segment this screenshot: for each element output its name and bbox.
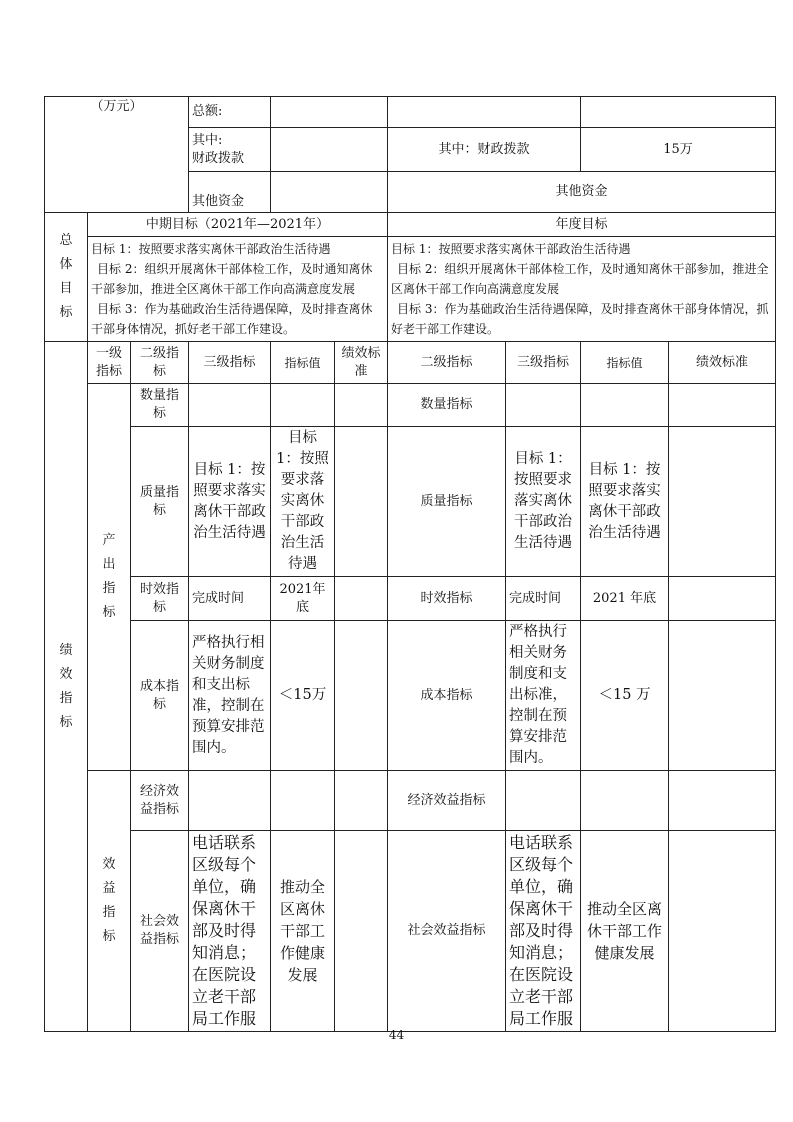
header-r-standard: 绩效标准 xyxy=(669,342,776,384)
funds-unit-label: （万元） xyxy=(45,97,189,213)
social-l3: 电话联系区级每个单位，确保离休干部及时得知消息；在医院设立老干部局工作服 xyxy=(189,831,271,1032)
timeliness-standard xyxy=(335,577,388,621)
annual-goal-3: 目标 3：作为基础政治生活待遇保障，及时排查离休干部身体情况，抓好老干部工作建设。 xyxy=(391,302,769,336)
annual-goal-2: 目标 2：组织开展离休干部体检工作，及时通知离休干部参加，推进全区离休干部工作向高满意度发展 xyxy=(391,262,769,296)
timeliness-r-l3: 完成时间 xyxy=(506,577,581,621)
total-value-cell-2 xyxy=(388,97,581,128)
cost-l3: 严格执行相关财务制度和支出标准，控制在预算安排范围内。 xyxy=(189,621,271,771)
timeliness-l3: 完成时间 xyxy=(189,577,271,621)
quantity-standard xyxy=(335,384,388,427)
economic-standard xyxy=(335,771,388,831)
social-r-l2: 社会效益指标 xyxy=(388,831,506,1032)
quality-r-value: 目标 1：按照要求落实离休干部政治生活待遇 xyxy=(581,427,669,577)
header-level1: 一级指标 xyxy=(88,342,131,384)
social-l2: 社会效益指标 xyxy=(131,831,189,1032)
other-funds-right: 其他资金 xyxy=(388,172,776,213)
header-level2: 二级指标 xyxy=(131,342,189,384)
timeliness-l2: 时效指标 xyxy=(131,577,189,621)
fiscal-value: 15万 xyxy=(581,128,776,172)
social-r-value: 推动全区离休干部工作健康发展 xyxy=(581,831,669,1032)
quantity-l3 xyxy=(189,384,271,427)
timeliness-r-value: 2021 年底 xyxy=(581,577,669,621)
quality-l3: 目标 1：按照要求落实离休干部政治生活待遇 xyxy=(189,427,271,577)
quality-r-l3: 目标 1：按照要求落实离休干部政治生活待遇 xyxy=(506,427,581,577)
fiscal-value-cell xyxy=(271,128,388,172)
mid-goal-3: 目标 3：作为基础政治生活待遇保障，及时排查离休干部身体情况，抓好老干部工作建设。 xyxy=(91,302,373,336)
mid-goal-2: 目标 2：组织开展离休干部体检工作，及时通知离休干部参加，推进全区离休干部工作向高满意度发展 xyxy=(91,262,373,296)
annual-goals-header: 年度目标 xyxy=(388,213,776,237)
of-which-fiscal-label: 其中: 财政拨款 xyxy=(189,128,271,172)
economic-value xyxy=(271,771,335,831)
quantity-r-standard xyxy=(669,384,776,427)
cost-standard xyxy=(335,621,388,771)
annual-goals xyxy=(388,237,776,342)
header-level3: 三级指标 xyxy=(189,342,271,384)
overall-goals-label: 总 体 目 标 xyxy=(45,213,88,342)
output-indicators-label: 产 出 指 标 xyxy=(88,384,131,771)
cost-r-standard xyxy=(669,621,776,771)
performance-indicators-label: 绩 效 指 标 xyxy=(45,342,88,1032)
social-value: 推动全区离休干部工作健康发展 xyxy=(271,831,335,1032)
quantity-value xyxy=(271,384,335,427)
social-standard xyxy=(335,831,388,1032)
social-r-l3: 电话联系区级每个单位，确保离休干部及时得知消息；在医院设立老干部局工作服 xyxy=(506,831,581,1032)
economic-l3 xyxy=(189,771,271,831)
total-label: 总额: xyxy=(189,97,271,128)
quantity-r-l2: 数量指标 xyxy=(388,384,506,427)
quantity-l2: 数量指标 xyxy=(131,384,189,427)
page-number: 44 xyxy=(388,1028,405,1042)
total-value-cell xyxy=(271,97,388,128)
economic-r-standard xyxy=(669,771,776,831)
other-funds-value-cell xyxy=(271,172,388,213)
timeliness-r-standard xyxy=(669,577,776,621)
of-which-fiscal-right: 其中：财政拨款 xyxy=(388,128,581,172)
performance-table xyxy=(44,96,776,1032)
economic-r-l2: 经济效益指标 xyxy=(388,771,506,831)
quantity-r-l3 xyxy=(506,384,581,427)
timeliness-value: 2021年底 xyxy=(271,577,335,621)
cost-r-l2: 成本指标 xyxy=(388,621,506,771)
cost-l2: 成本指标 xyxy=(131,621,189,771)
quality-value: 目标 1：按照要求落实离休干部政治生活待遇 xyxy=(271,427,335,577)
economic-l2: 经济效益指标 xyxy=(131,771,189,831)
quality-l2: 质量指标 xyxy=(131,427,189,577)
header-r-level2: 二级指标 xyxy=(388,342,506,384)
header-r-value: 指标值 xyxy=(581,342,669,384)
quantity-r-value xyxy=(581,384,669,427)
quality-r-l2: 质量指标 xyxy=(388,427,506,577)
header-standard: 绩效标准 xyxy=(335,342,388,384)
benefit-indicators-label: 效 益 指 标 xyxy=(88,771,131,1032)
cost-r-value: ＜15 万 xyxy=(581,621,669,771)
economic-r-value xyxy=(581,771,669,831)
header-value: 指标值 xyxy=(271,342,335,384)
timeliness-r-l2: 时效指标 xyxy=(388,577,506,621)
total-value-cell-3 xyxy=(581,97,776,128)
header-r-level3: 三级指标 xyxy=(506,342,581,384)
cost-value: ＜15万 xyxy=(271,621,335,771)
quality-standard xyxy=(335,427,388,577)
quality-r-standard xyxy=(669,427,776,577)
social-r-standard xyxy=(669,831,776,1032)
midterm-goals xyxy=(88,237,388,342)
annual-goal-1: 目标 1：按照要求落实离休干部政治生活待遇 xyxy=(391,242,631,256)
mid-goal-1: 目标 1：按照要求落实离休干部政治生活待遇 xyxy=(91,242,331,256)
midterm-goals-header: 中期目标（2021年—2021年） xyxy=(88,213,388,237)
cost-r-l3: 严格执行相关财务制度和支出标准，控制在预算安排范围内。 xyxy=(506,621,581,771)
other-funds-label: 其他资金 xyxy=(189,172,271,213)
economic-r-l3 xyxy=(506,771,581,831)
